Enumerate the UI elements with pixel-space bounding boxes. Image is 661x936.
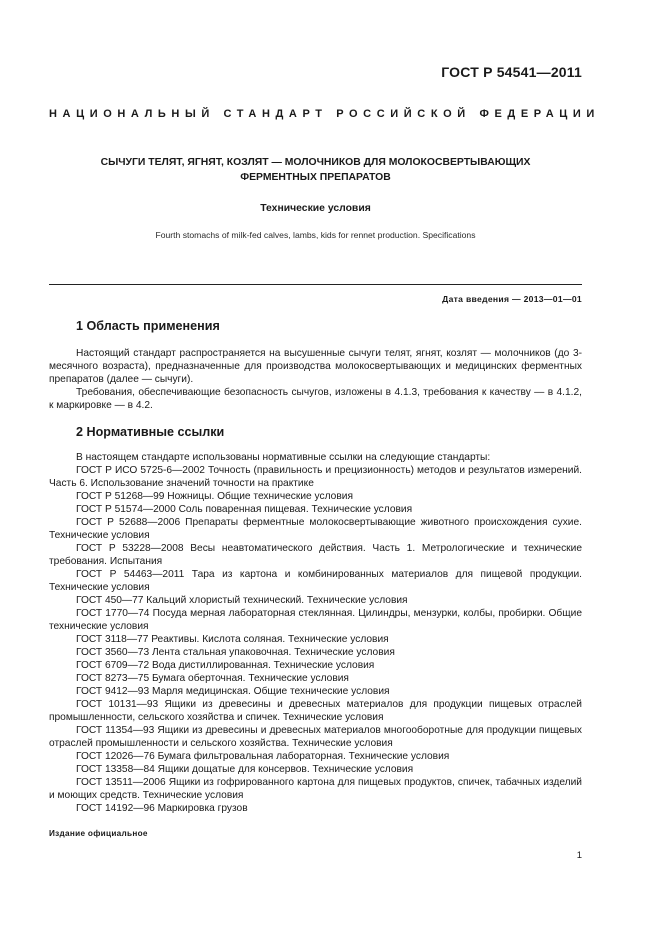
section-1-paragraph: Настоящий стандарт распространяется на высушенные сычуги телят, ягнят, козлят — молочников (до 3-месячного возраста), предназначенные для производства молокосвертывающих и медицинских ферментных препаратов (далее — сычуги). (49, 348, 582, 385)
normative-reference: ГОСТ Р 51268—99 Ножницы. Общие технические условия (76, 491, 353, 502)
normative-reference: ГОСТ Р 53228—2008 Весы неавтоматического действия. Часть 1. Метрологические и технические требования. Испытания (49, 543, 582, 567)
title-divider (49, 284, 582, 285)
section-2-title: 2 Нормативные ссылки (76, 425, 225, 439)
document-number: ГОСТ Р 54541—2011 (441, 64, 582, 80)
section-1-title: 1 Область применения (76, 319, 220, 333)
normative-reference: ГОСТ 13358—84 Ящики дощатые для консервов. Технические условия (76, 764, 414, 775)
normative-reference: ГОСТ Р 54463—2011 Тара из картона и комбинированных материалов для пищевой продукции. Технические условия (49, 569, 582, 593)
normative-reference: ГОСТ 13511—2006 Ящики из гофрированного картона для пищевых продуктов, спичек, табачных изделий и моющих средств. Технические условия (49, 777, 582, 801)
normative-reference: ГОСТ 9412—93 Марля медицинская. Общие технические условия (76, 686, 390, 697)
title-line-1: СЫЧУГИ ТЕЛЯТ, ЯГНЯТ, КОЗЛЯТ — МОЛОЧНИКОВ ДЛЯ МОЛОКОСВЕРТЫВАЮЩИХ (100, 157, 531, 168)
section-2-body (49, 451, 582, 815)
normative-reference: ГОСТ 11354—93 Ящики из древесины и древесных материалов многооборотные для продукции пищевых отраслей промышленности и сельского хозяйства. Технические условия (49, 725, 582, 749)
normative-reference: ГОСТ 14192—96 Маркировка грузов (76, 803, 248, 814)
document-title (60, 155, 571, 185)
section-1-body (49, 347, 582, 412)
normative-reference: ГОСТ 10131—93 Ящики из древесины и древесных материалов для продукции пищевых отраслей промышленности, сельского хозяйства и спичек. Технические условия (49, 699, 582, 723)
official-edition-label: Издание официальное (49, 829, 148, 838)
normative-reference: ГОСТ Р ИСО 5725-6—2002 Точность (правильность и прецизионность) методов и результатов измерений. Часть 6. Использование значений точности на практике (49, 465, 582, 489)
english-title: Fourth stomachs of milk-fed calves, lambs, kids for rennet production. Specifications (155, 230, 476, 240)
section-1-paragraph: Требования, обеспечивающие безопасность сычугов, изложены в 4.1.3, требования к качеству — в 4.1.2, к маркировке — в 4.2. (49, 387, 582, 411)
normative-reference: ГОСТ Р 51574—2000 Соль поваренная пищевая. Технические условия (76, 504, 413, 515)
national-standard-heading: НАЦИОНАЛЬНЫЙ СТАНДАРТ РОССИЙСКОЙ ФЕДЕРАЦИИ (49, 108, 600, 120)
normative-reference: ГОСТ 450—77 Кальций хлористый технический. Технические условия (76, 595, 408, 606)
normative-reference: ГОСТ 12026—76 Бумага фильтровальная лабораторная. Технические условия (76, 751, 450, 762)
document-subtitle: Технические условия (260, 203, 371, 214)
page-number: 1 (576, 850, 582, 861)
normative-reference: ГОСТ 8273—75 Бумага оберточная. Технические условия (76, 673, 349, 684)
normative-reference: ГОСТ 6709—72 Вода дистиллированная. Технические условия (76, 660, 375, 671)
normative-reference: ГОСТ Р 52688—2006 Препараты ферментные молокосвертывающие животного происхождения сухие. Технические условия (49, 517, 582, 541)
normative-reference: ГОСТ 3560—73 Лента стальная упаковочная. Технические условия (76, 647, 395, 658)
normative-reference: ГОСТ 3118—77 Реактивы. Кислота соляная. Технические условия (76, 634, 389, 645)
title-line-2: ФЕРМЕНТНЫХ ПРЕПАРАТОВ (240, 172, 391, 183)
normative-reference: ГОСТ 1770—74 Посуда мерная лабораторная стеклянная. Цилиндры, мензурки, колбы, пробирки. Общие технические условия (49, 608, 582, 632)
introduction-date: Дата введения — 2013—01—01 (442, 294, 582, 304)
section-2-intro: В настоящем стандарте использованы нормативные ссылки на следующие стандарты: (76, 452, 491, 463)
